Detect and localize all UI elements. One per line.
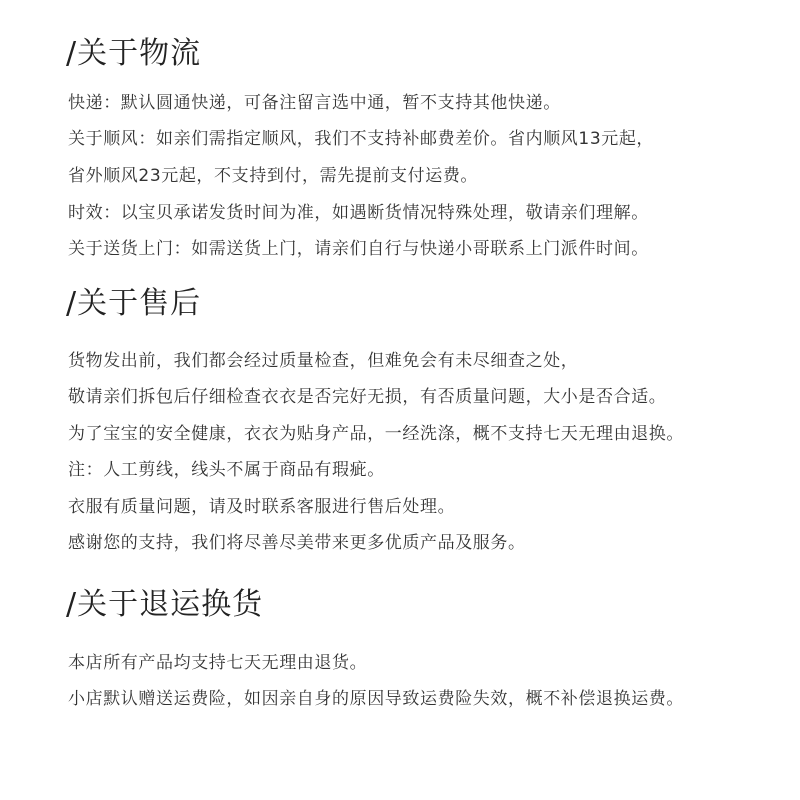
logistics-line-door-delivery: 关于送货上门：如需送货上门，请亲们自行与快递小哥联系上门派件时间。: [68, 239, 649, 259]
after-sales-line-washing: 为了宝宝的安全健康，衣衣为贴身产品，一经洗涤，概不支持七天无理由退换。: [68, 424, 684, 444]
logistics-line-sf-outside: 省外顺风23元起，不支持到付，需先提前支付运费。: [68, 166, 479, 186]
after-sales-line-thread-note: 注：人工剪线，线头不属于商品有瑕疵。: [68, 460, 385, 480]
after-sales-line-check: 敬请亲们拆包后仔细检查衣衣是否完好无损，有否质量问题，大小是否合适。: [68, 387, 667, 407]
logistics-line-timing: 时效：以宝贝承诺发货时间为准，如遇断货情况特殊处理，敬请亲们理解。: [68, 203, 649, 223]
logistics-line-sf-province: 关于顺风：如亲们需指定顺风，我们不支持补邮费差价。省内顺风13元起，: [68, 129, 655, 149]
returns-line-shipping-insurance: 小店默认赠送运费险，如因亲自身的原因导致运费险失效，概不补偿退换运费。: [68, 689, 684, 709]
section-title-after-sales: /关于售后: [66, 286, 202, 321]
returns-line-seven-day: 本店所有产品均支持七天无理由退货。: [68, 653, 368, 673]
after-sales-line-thanks: 感谢您的支持，我们将尽善尽美带来更多优质产品及服务。: [68, 533, 526, 553]
after-sales-line-quality-contact: 衣服有质量问题，请及时联系客服进行售后处理。: [68, 497, 456, 517]
after-sales-line-inspection: 货物发出前，我们都会经过质量检查，但难免会有未尽细查之处，: [68, 351, 579, 371]
section-title-logistics: /关于物流: [66, 36, 202, 71]
section-title-returns: /关于退运换货: [66, 587, 264, 622]
logistics-line-courier: 快递：默认圆通快递，可备注留言选中通，暂不支持其他快递。: [68, 93, 561, 113]
